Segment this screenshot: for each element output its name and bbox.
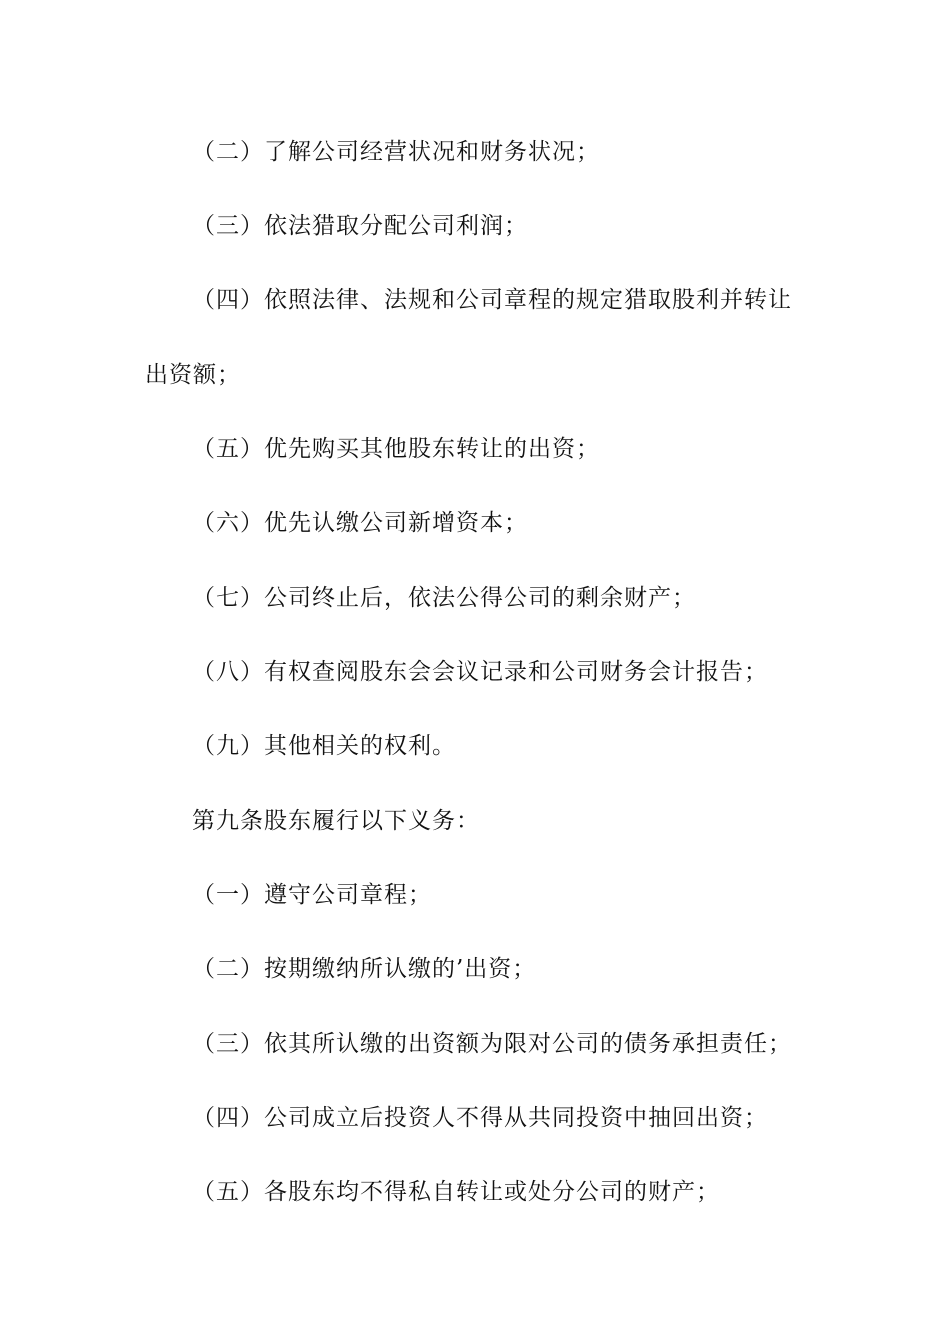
right-item-7: （七）公司终止后，依法公得公司的剩余财产； — [192, 585, 696, 611]
right-item-4: （四）依照法律、法规和公司章程的规定猎取股利并转让 — [192, 287, 792, 313]
right-item-5: （五）优先购买其他股东转让的出资； — [192, 436, 600, 462]
duty-item-5: （五）各股东均不得私自转让或处分公司的财产； — [192, 1179, 720, 1205]
right-item-2: （二）了解公司经营状况和财务状况； — [192, 139, 600, 165]
right-item-9: （九）其他相关的权利。 — [192, 733, 456, 759]
right-item-8: （八）有权查阅股东会会议记录和公司财务会计报告； — [192, 659, 768, 685]
duty-item-4: （四）公司成立后投资人不得从共同投资中抽回出资； — [192, 1105, 768, 1131]
duty-item-2: （二）按期缴纳所认缴的’出资； — [192, 956, 537, 982]
article-nine-heading: 第九条股东履行以下义务： — [192, 808, 480, 834]
right-item-4-continuation: 出资额； — [145, 362, 241, 388]
right-item-6: （六）优先认缴公司新增资本； — [192, 510, 528, 536]
duty-item-3: （三）依其所认缴的出资额为限对公司的债务承担责任； — [192, 1031, 792, 1057]
duty-item-1: （一）遵守公司章程； — [192, 882, 432, 908]
right-item-3: （三）依法猎取分配公司利润； — [192, 213, 528, 239]
